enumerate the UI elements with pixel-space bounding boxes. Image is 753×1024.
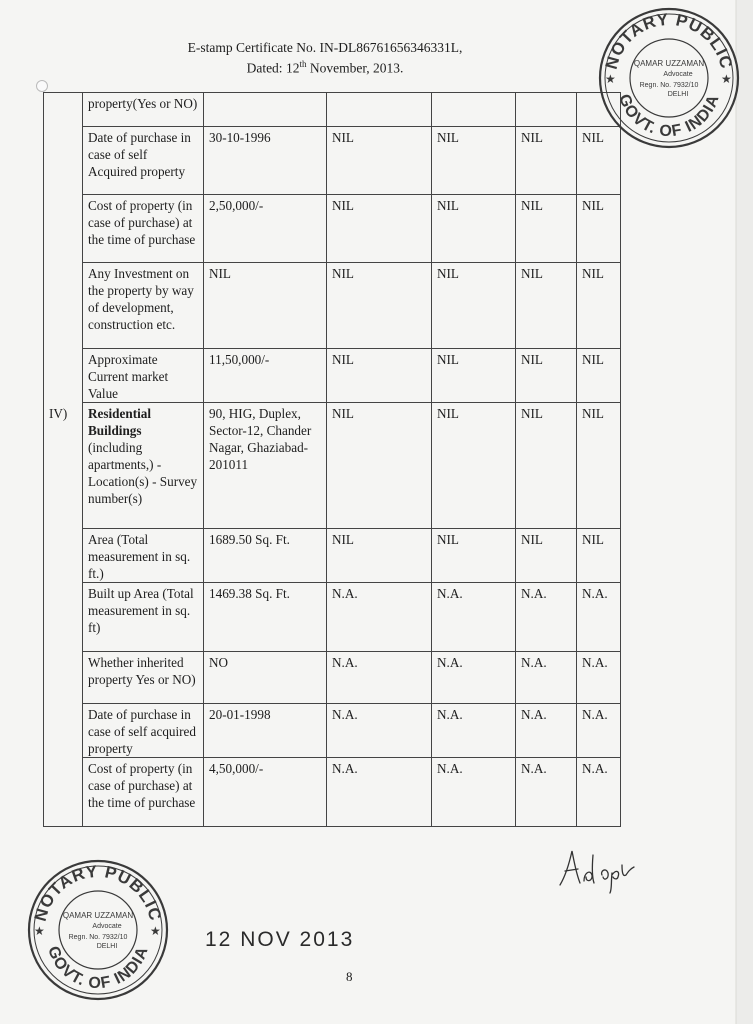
- stamp-arc-top: NOTARY PUBLIC: [601, 9, 737, 72]
- dependent-value-cell: NIL: [577, 349, 621, 403]
- self-value-cell: 1689.50 Sq. Ft.: [204, 529, 327, 583]
- dependent-value-cell: NIL: [432, 403, 516, 529]
- dependent-value-cell: N.A.: [516, 652, 577, 704]
- dependent-value-cell: NIL: [327, 349, 432, 403]
- item-label: Cost of property (in case of purchase) at the time of purchase: [88, 761, 196, 810]
- table-row: [44, 127, 621, 195]
- dependent-value-cell: NIL: [577, 529, 621, 583]
- dependent-value-cell: N.A.: [327, 652, 432, 704]
- item-label-cell: [83, 263, 204, 349]
- dependent-value-cell: NIL: [577, 403, 621, 529]
- svg-text:★: ★: [150, 924, 161, 938]
- dependent-value-cell: NIL: [432, 195, 516, 263]
- item-label: Built up Area (Total measurement in sq. ft): [88, 586, 194, 635]
- dependent-value-cell: NIL: [432, 349, 516, 403]
- dependent-value-cell: NIL: [516, 403, 577, 529]
- item-label-cell: [83, 403, 204, 529]
- section-number-cell: [44, 349, 83, 403]
- table-row: [44, 652, 621, 704]
- section-number-cell: IV): [44, 403, 83, 529]
- self-value-cell: 30-10-1996: [204, 127, 327, 195]
- dependent-value-cell: NIL: [432, 127, 516, 195]
- stamp-city: DELHI: [667, 91, 689, 98]
- section-number-cell: [44, 583, 83, 652]
- item-label: Date of purchase in case of self acquired property: [88, 707, 197, 756]
- stamp-title: Advocate: [92, 923, 122, 930]
- svg-text:GOVT. OF INDIA: [44, 944, 152, 992]
- svg-text:★: ★: [605, 72, 616, 86]
- date-stamp: 12 NOV 2013: [205, 928, 355, 951]
- document-header: [160, 39, 490, 77]
- svg-text:★: ★: [34, 924, 45, 938]
- item-label: (including apartments,) -Location(s) - Survey number(s): [88, 440, 198, 506]
- dependent-value-cell: [327, 93, 432, 127]
- dependent-value-cell: NIL: [516, 195, 577, 263]
- stamp-name: QAMAR UZZAMAN: [633, 59, 705, 68]
- section-number-cell: [44, 263, 83, 349]
- item-heading: Residential Buildings: [88, 406, 152, 438]
- dependent-value-cell: NIL: [432, 263, 516, 349]
- table-row: [44, 583, 621, 652]
- dependent-value-cell: [432, 93, 516, 127]
- table-row: [44, 529, 621, 583]
- item-label-cell: [83, 583, 204, 652]
- stamp-arc-bottom: GOVT. OF INDIA: [615, 92, 723, 141]
- dependent-value-cell: NIL: [327, 127, 432, 195]
- dependent-value-cell: NIL: [516, 263, 577, 349]
- dependent-value-cell: NIL: [516, 127, 577, 195]
- dependent-value-cell: N.A.: [327, 704, 432, 758]
- item-label: Any Investment on the property by way of development, construction etc.: [88, 266, 194, 332]
- table-row: [44, 758, 621, 827]
- self-value-cell: [204, 93, 327, 127]
- item-label: Whether inherited property Yes or NO): [88, 655, 196, 687]
- section-number-cell: [44, 652, 83, 704]
- self-value-cell: 2,50,000/-: [204, 195, 327, 263]
- item-label-cell: [83, 127, 204, 195]
- dependent-value-cell: N.A.: [432, 704, 516, 758]
- stamp-regn: Regn. No. 7932/10: [639, 82, 699, 89]
- notary-stamp-bottom-left: [25, 857, 171, 1008]
- item-label: Date of purchase in case of self Acquired property: [88, 130, 191, 179]
- item-label-cell: [83, 652, 204, 704]
- dependent-value-cell: N.A.: [327, 583, 432, 652]
- table-row: [44, 263, 621, 349]
- item-label: Approximate Current market Value: [88, 352, 169, 401]
- table-row: [44, 403, 621, 529]
- stamp-regn: Regn. No. 7932/10: [68, 934, 128, 941]
- dependent-value-cell: N.A.: [577, 704, 621, 758]
- dependent-value-cell: NIL: [577, 263, 621, 349]
- svg-text:GOVT. OF INDIA: [615, 92, 723, 140]
- stamp-name: QAMAR UZZAMAN: [62, 911, 134, 920]
- dependent-value-cell: N.A.: [327, 758, 432, 827]
- dependent-value-cell: NIL: [327, 195, 432, 263]
- dependent-value-cell: N.A.: [516, 583, 577, 652]
- section-number-cell: [44, 529, 83, 583]
- dependent-value-cell: N.A.: [577, 583, 621, 652]
- dependent-value-cell: NIL: [327, 403, 432, 529]
- item-label-cell: [83, 349, 204, 403]
- dependent-value-cell: N.A.: [516, 704, 577, 758]
- item-label-cell: [83, 529, 204, 583]
- section-number-cell: [44, 758, 83, 827]
- page-number: 8: [346, 969, 353, 984]
- dependent-value-cell: NIL: [327, 529, 432, 583]
- dependent-value-cell: NIL: [577, 195, 621, 263]
- item-label-cell: [83, 758, 204, 827]
- section-number-cell: [44, 195, 83, 263]
- dependent-value-cell: NIL: [516, 529, 577, 583]
- svg-text:★: ★: [721, 72, 732, 86]
- dependent-value-cell: N.A.: [432, 758, 516, 827]
- dependent-value-cell: N.A.: [432, 583, 516, 652]
- item-label-cell: [83, 704, 204, 758]
- dependent-value-cell: N.A.: [516, 758, 577, 827]
- assets-table: [43, 92, 621, 827]
- item-label-cell: [83, 93, 204, 127]
- punch-hole: [36, 80, 48, 92]
- section-number-cell: [44, 127, 83, 195]
- item-label: Cost of property (in case of purchase) at the time of purchase: [88, 198, 196, 247]
- table-row: [44, 93, 621, 127]
- stamp-city: DELHI: [96, 943, 118, 950]
- dependent-value-cell: NIL: [327, 263, 432, 349]
- item-label-cell: [83, 195, 204, 263]
- dependent-value-cell: N.A.: [577, 758, 621, 827]
- self-value-cell: 1469.38 Sq. Ft.: [204, 583, 327, 652]
- dependent-value-cell: NIL: [577, 127, 621, 195]
- notary-stamp-top-right: [596, 5, 742, 156]
- dependent-value-cell: N.A.: [432, 652, 516, 704]
- item-label: Area (Total measurement in sq. ft.): [88, 532, 191, 581]
- signature: [556, 845, 646, 900]
- section-number-cell: [44, 704, 83, 758]
- table-row: [44, 349, 621, 403]
- certificate-date: Dated: 12th November, 2013.: [246, 59, 404, 76]
- table-row: [44, 704, 621, 758]
- dependent-value-cell: NIL: [432, 529, 516, 583]
- item-label: property(Yes or NO): [88, 96, 198, 111]
- stamp-title: Advocate: [663, 71, 693, 78]
- self-value-cell: NO: [204, 652, 327, 704]
- stamp-arc-bottom: GOVT. OF INDIA: [44, 944, 152, 993]
- self-value-cell: 11,50,000/-: [204, 349, 327, 403]
- dependent-value-cell: N.A.: [577, 652, 621, 704]
- dependent-value-cell: NIL: [516, 349, 577, 403]
- self-value-cell: 4,50,000/-: [204, 758, 327, 827]
- self-value-cell: NIL: [204, 263, 327, 349]
- self-value-cell: 90, HIG, Duplex, Sector-12, Chander Nagar, Ghaziabad-201011: [204, 403, 327, 529]
- table-row: [44, 195, 621, 263]
- certificate-number: E-stamp Certificate No. IN-DL86761656346331L,: [187, 40, 463, 55]
- dependent-value-cell: [516, 93, 577, 127]
- stamp-arc-top: NOTARY PUBLIC: [30, 861, 166, 924]
- self-value-cell: 20-01-1998: [204, 704, 327, 758]
- section-number-cell: [44, 93, 83, 127]
